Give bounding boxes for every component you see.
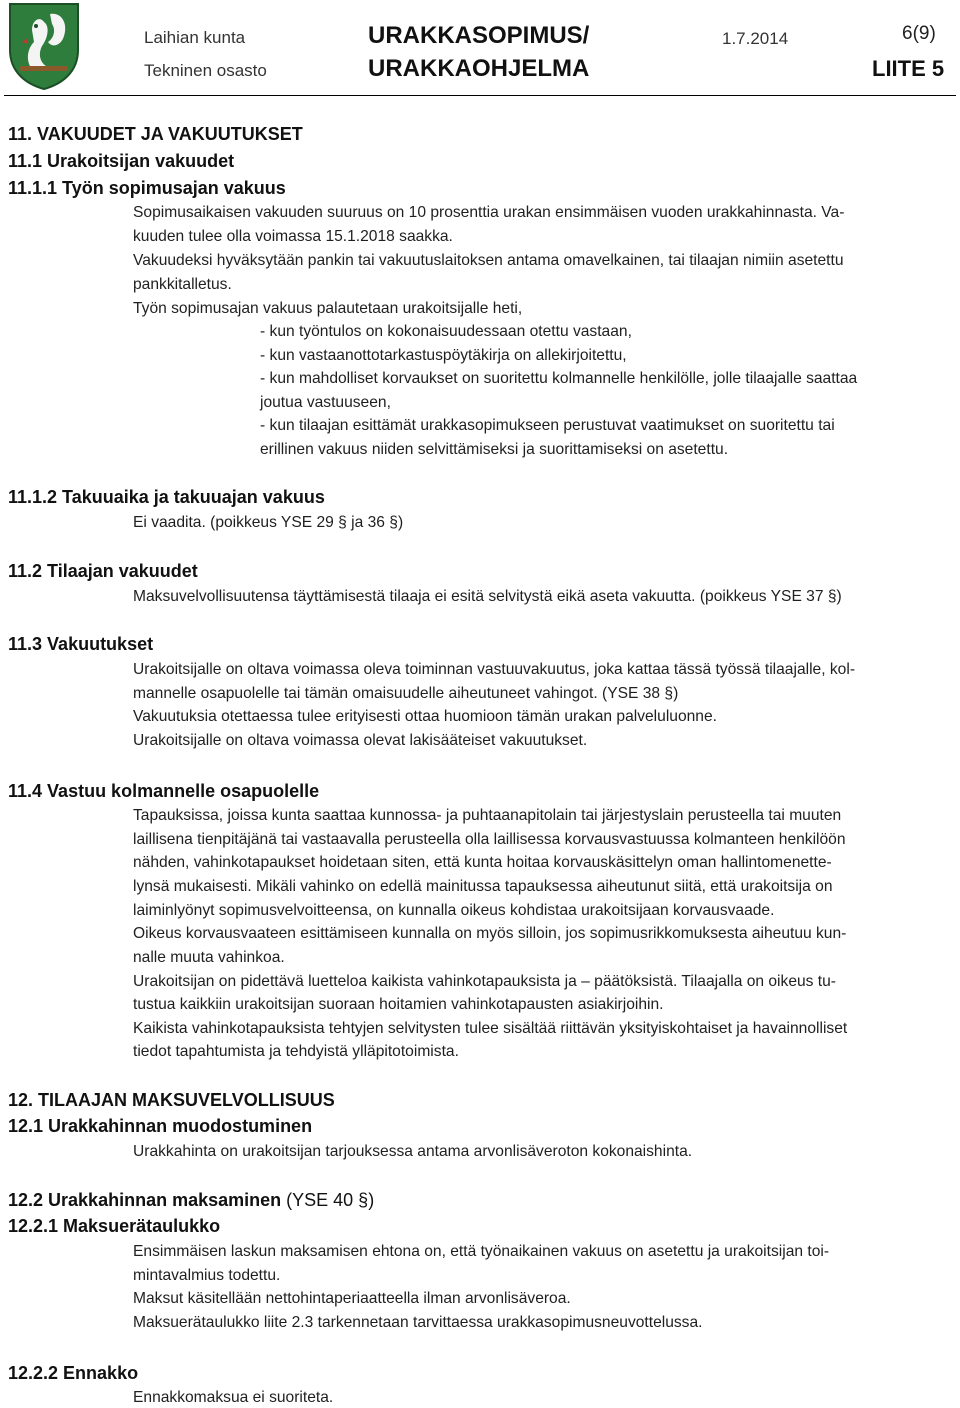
condition-line: joutua vastuuseen,: [260, 394, 391, 411]
header-divider: [4, 95, 956, 96]
paragraph-line: Kaikista vahinkotapauksista tehtyjen selvitysten tulee sisältää riittävän yksityiskohtaiset ja havainnolliset: [133, 1020, 848, 1037]
paragraph-line: nalle muuta vahinkoa.: [133, 949, 285, 966]
paragraph-line: Ennakkomaksua ei suoriteta.: [133, 1389, 334, 1406]
heading-12-2: [8, 1190, 374, 1211]
paragraph-line: Työn sopimusajan vakuus palautetaan urakoitsijalle heti,: [133, 300, 523, 317]
heading-11-3: 11.3 Vakuutukset: [8, 634, 154, 654]
paragraph-line: mannelle osapuolelle tai tämän omaisuudelle aiheutuneet vahingot. (YSE 38 §): [133, 685, 679, 702]
condition-line: - kun mahdolliset korvaukset on suoritettu kolmannelle henkilölle, jolle tilaajalle saattaa: [260, 370, 858, 387]
paragraph-line: Urakkahinta on urakoitsijan tarjouksessa antama arvonlisäveroton kokonaishinta.: [133, 1143, 693, 1160]
document-date: 1.7.2014: [722, 29, 789, 48]
condition-line: erillinen vakuus niiden selvittämiseksi ja suorittamiseksi on asetettu.: [260, 441, 729, 458]
heading-12: 12. TILAAJAN MAKSUVELVOLLISUUS: [8, 1090, 335, 1110]
paragraph-line: Urakoitsijalle on oltava voimassa olevat lakisääteiset vakuutukset.: [133, 732, 588, 749]
paragraph-line: Tapauksissa, joissa kunta saattaa kunnossa- ja puhtaanapitolain tai järjestyslain perusteella tai muuten: [133, 807, 842, 824]
paragraph-line: laillisena tienpitäjänä tai vastaavalla perusteella olla laillisessa korvausvastuussa kolmanteen henkilöön: [133, 831, 846, 848]
paragraph-line: Maksut käsitellään nettohintaperiaatteella ilman arvonlisäveroa.: [133, 1290, 571, 1307]
paragraph-line: nähden, vahinkotapaukset hoidetaan siten, että kunta hoitaa korvauskäsittelyn oman hallintomenette-: [133, 854, 832, 871]
paragraph-line: pankkitalletus.: [133, 276, 232, 293]
heading-12-2-reference: (YSE 40 §): [281, 1190, 375, 1210]
heading-11: 11. VAKUUDET JA VAKUUTUKSET: [8, 124, 303, 144]
paragraph-line: Urakoitsijalle on oltava voimassa oleva toiminnan vastuuvakuutus, joka kattaa tässä työssä tilaajalle, kol-: [133, 661, 856, 678]
paragraph-line: mintavalmius todettu.: [133, 1267, 281, 1284]
paragraph-line: Ei vaadita. (poikkeus YSE 29 § ja 36 §): [133, 514, 404, 531]
paragraph-line: Maksuerätaulukko liite 2.3 tarkennetaan tarvittaessa urakkasopimusneuvottelussa.: [133, 1314, 703, 1331]
paragraph-line: Maksuvelvollisuutensa täyttämisestä tilaaja ei esitä selvitystä eikä aseta vakuutta. (poikkeus YSE 37 §): [133, 588, 842, 605]
condition-line: - kun vastaanottotarkastuspöytäkirja on allekirjoitettu,: [260, 347, 627, 364]
paragraph-line: Urakoitsijan on pidettävä luetteloa kaikista vahinkotapauksista ja – päätöksistä. Tilaajalla on oikeus tu-: [133, 973, 836, 990]
paragraph-line: Sopimusaikaisen vakuuden suuruus on 10 prosenttia urakan ensimmäisen vuoden urakkahinnasta. Va-: [133, 204, 845, 221]
paragraph-line: Oikeus korvausvaateen esittämiseen kunnalla on myös silloin, jos sopimusrikkomuksesta aiheutuu kun-: [133, 925, 847, 942]
paragraph-line: Vakuutuksia otettaessa tulee erityisesti ottaa huomioon tämän urakan palveluluonne.: [133, 708, 717, 725]
paragraph-line: lynsä mukaisesti. Mikäli vahinko on edellä mainitussa tapauksessa aiheutunut siitä, että urakoitsija on: [133, 878, 833, 895]
paragraph-line: tustua kaikkiin urakoitsijan suoraan hoitamien vahinkotapausten asiakirjoihin.: [133, 996, 664, 1013]
department-name: Tekninen osasto: [144, 61, 267, 80]
heading-11-1: 11.1 Urakoitsijan vakuudet: [8, 151, 235, 171]
heading-11-1-2: 11.1.2 Takuuaika ja takuuajan vakuus: [8, 487, 325, 507]
heading-11-4: 11.4 Vastuu kolmannelle osapuolelle: [8, 781, 320, 801]
heading-12-2-2: 12.2.2 Ennakko: [8, 1363, 139, 1383]
condition-line: - kun työntulos on kokonaisuudessaan otettu vastaan,: [260, 323, 632, 340]
paragraph-line: kuuden tulee olla voimassa 15.1.2018 saakka.: [133, 228, 453, 245]
paragraph-line: laiminlyönyt sopimusvelvoitteensa, on kunnalla oikeus kohdistaa urakoitsijaan korvausvaade.: [133, 902, 775, 919]
municipal-coat-of-arms-icon: [6, 2, 82, 90]
page-header: [0, 0, 960, 96]
organization-name: Laihian kunta: [144, 28, 246, 47]
heading-12-1: 12.1 Urakkahinnan muodostuminen: [8, 1116, 313, 1136]
page-number: 6(9): [902, 23, 936, 44]
condition-line: - kun tilaajan esittämät urakkasopimukseen perustuvat vaatimukset on suoritettu tai: [260, 417, 835, 434]
paragraph-line: tiedot tapahtumista ja tehdyistä ylläpitotoimista.: [133, 1043, 459, 1060]
heading-11-2: 11.2 Tilaajan vakuudet: [8, 561, 198, 581]
paragraph-line: Ensimmäisen laskun maksamisen ehtona on, että työnaikainen vakuus on asetettu ja urakoitsijan toi-: [133, 1243, 830, 1260]
document-title-line-1: URAKKASOPIMUS/: [368, 22, 590, 49]
document-title-line-2: URAKKAOHJELMA: [368, 55, 590, 82]
heading-12-2-title: 12.2 Urakkahinnan maksaminen: [8, 1190, 282, 1210]
appendix-label: LIITE 5: [872, 56, 945, 81]
paragraph-line: Vakuudeksi hyväksytään pankin tai vakuutuslaitoksen antama omavelkainen, tai tilaajan nimiin asetettu: [133, 252, 844, 269]
heading-11-1-1: 11.1.1 Työn sopimusajan vakuus: [8, 178, 286, 198]
heading-12-2-1: 12.2.1 Maksuerätaulukko: [8, 1216, 221, 1236]
